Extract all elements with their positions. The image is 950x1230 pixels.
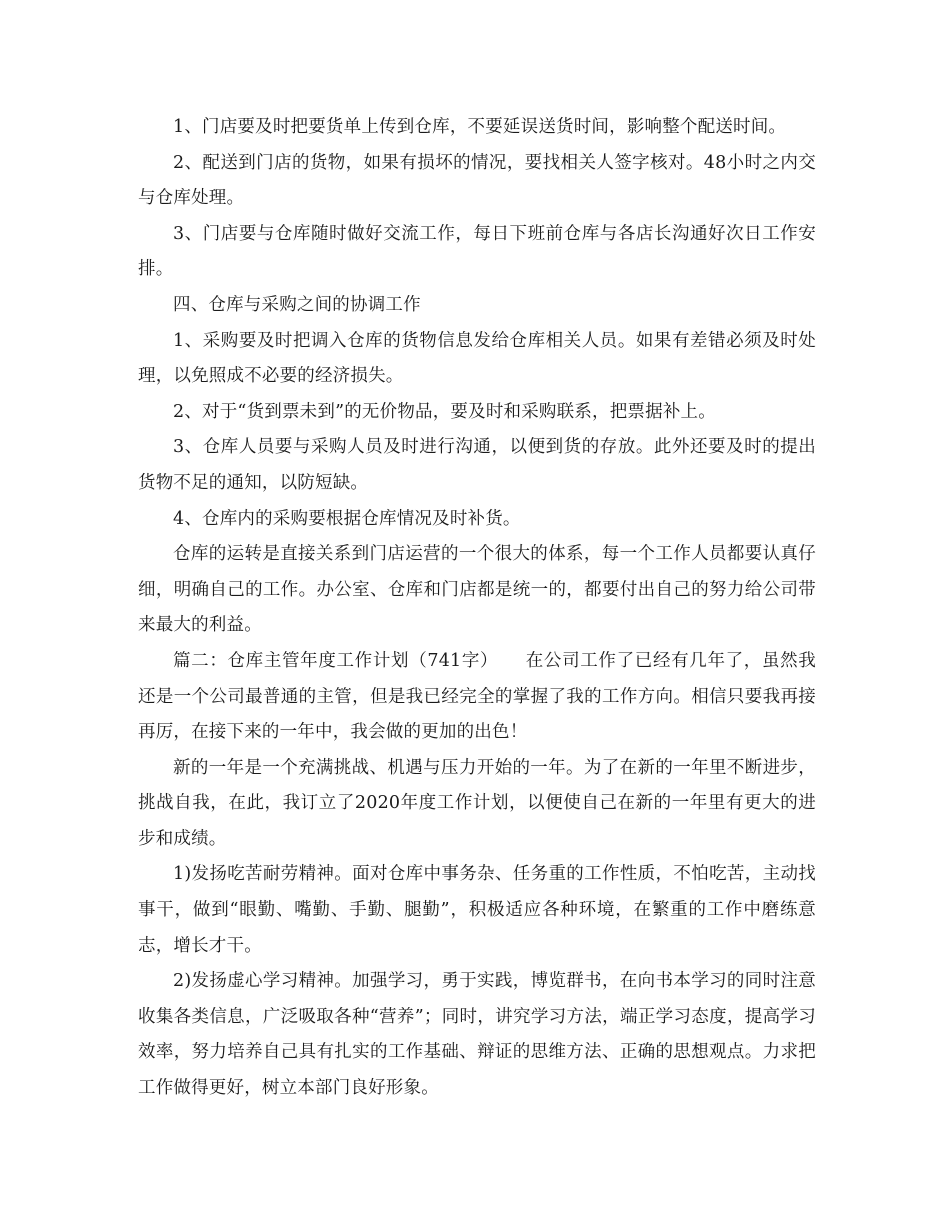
paragraph-restock: 4、仓库内的采购要根据仓库情况及时补货。 <box>173 508 521 529</box>
paragraph-warehouse-summary: 仓库的运转是直接关系到门店运营的一个很大的体系，每一个工作人员都要认真仔细，明确自己的工作。办公室、仓库和门店都是统一的，都要付出自己的努力给公司带来最大的利益。 <box>138 544 816 636</box>
paragraph-invoice-missing: 2、对于“货到票未到”的无价物品，要及时和采购联系，把票据补上。 <box>173 401 716 422</box>
paragraph-store-upload-orders: 1、门店要及时把要货单上传到仓库，不要延误送货时间，影响整个配送时间。 <box>173 117 787 137</box>
paragraph-part-two-intro: 篇二：仓库主管年度工作计划（741字） 在公司工作了已经有几年了，虽然我还是一个公司最普通的主管，但是我已经完全的掌握了我的工作方向。相信只要我再接再厉，在接下来的一年中，我会做的更加的出色！ <box>138 650 816 743</box>
document-body <box>138 110 816 1107</box>
paragraph-staff-communication: 3、仓库人员要与采购人员及时进行沟通，以便到货的存放。此外还要及时的提出货物不足的通知，以防短缺。 <box>138 437 816 493</box>
paragraph-learning-spirit: 2)发扬虚心学习精神。加强学习，勇于实践，博览群书，在向书本学习的同时注意收集各类信息，广泛吸取各种“营养”；同时，讲究学习方法，端正学习态度，提高学习效率，努力培养自己具有扎实的工作基础、辩证的思维方法、正确的思想观点。力求把工作做得更好，树立本部门良好形象。 <box>138 971 816 1099</box>
paragraph-purchasing-info: 1、采购要及时把调入仓库的货物信息发给仓库相关人员。如果有差错必须及时处理，以免照成不必要的经济损失。 <box>138 330 816 387</box>
section-heading-warehouse-purchasing: 四、仓库与采购之间的协调工作 <box>173 294 421 315</box>
paragraph-damaged-goods: 2、配送到门店的货物，如果有损坏的情况，要找相关人签字核对。48小时之内交与仓库处理。 <box>138 152 816 209</box>
paragraph-hard-work-spirit: 1)发扬吃苦耐劳精神。面对仓库中事务杂、任务重的工作性质，不怕吃苦，主动找事干，做到“眼勤、嘴勤、手勤、腿勤”，积极适应各种环境，在繁重的工作中磨练意志，增长才干。 <box>138 864 816 956</box>
paragraph-new-year-plan: 新的一年是一个充满挑战、机遇与压力开始的一年。为了在新的一年里不断进步，挑战自我，在此，我订立了2020年度工作计划，以便使自己在新的一年里有更大的进步和成绩。 <box>138 757 816 849</box>
paragraph-store-communication: 3、门店要与仓库随时做好交流工作，每日下班前仓库与各店长沟通好次日工作安排。 <box>138 223 816 280</box>
